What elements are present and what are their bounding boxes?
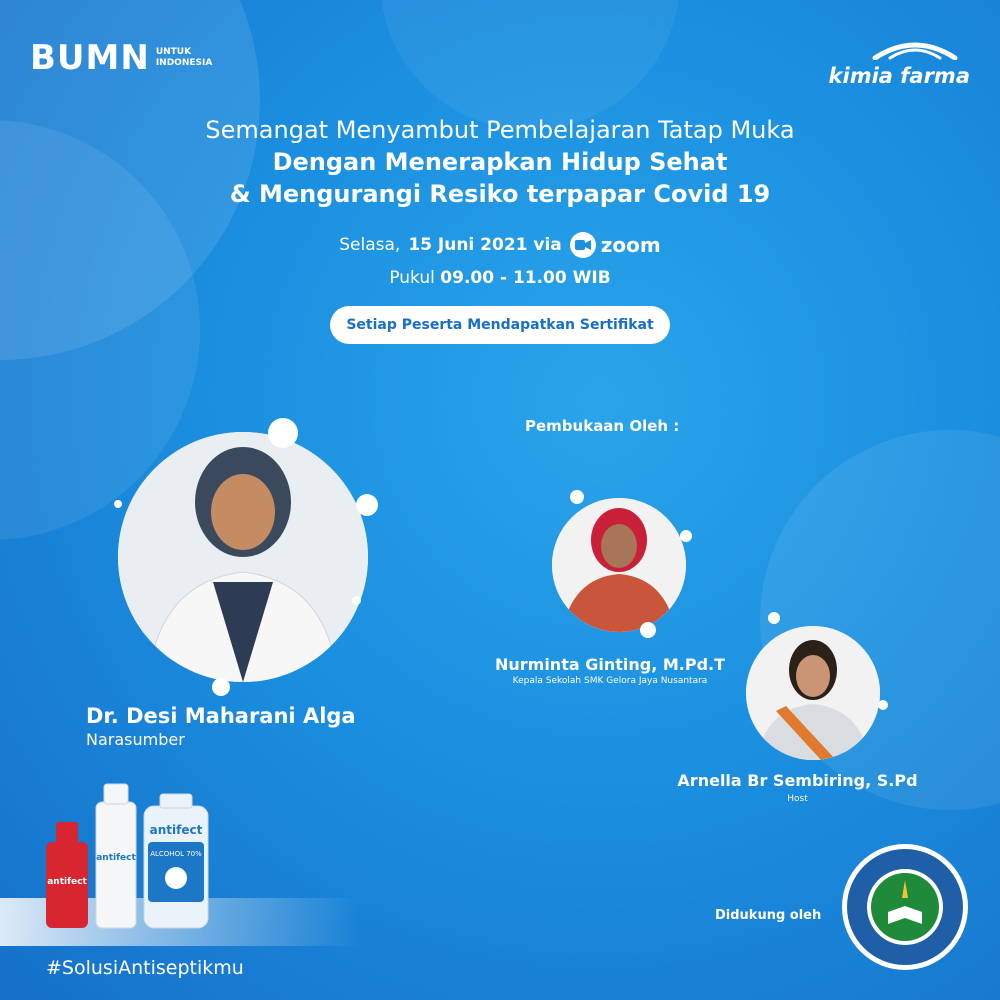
decorative-dot	[212, 678, 230, 696]
antiseptic-products-icon	[44, 782, 224, 932]
time-prefix: Pukul	[389, 268, 435, 288]
zoom-badge	[570, 232, 661, 258]
decorative-dot	[352, 596, 361, 605]
opening-label: Pembukaan Oleh :	[525, 417, 680, 435]
decorative-dot	[114, 500, 122, 508]
svg-text:antifect: antifect	[47, 877, 87, 887]
event-date: 15 Juni 2021 via	[408, 235, 562, 255]
headline-line-1: Semangat Menyambut Pembelajaran Tatap Muka	[205, 116, 795, 144]
opening-speaker-photo	[552, 498, 686, 632]
decorative-dot	[268, 418, 298, 448]
certificate-badge: Setiap Peserta Mendapatkan Sertifikat	[330, 306, 670, 344]
bumn-logo	[30, 38, 212, 78]
event-day: Selasa,	[339, 235, 401, 255]
main-speaker-photo	[118, 432, 368, 682]
event-time: 09.00 - 11.00 WIB	[440, 268, 611, 288]
headline	[0, 116, 1000, 208]
decorative-dot	[878, 700, 888, 710]
bumn-logo-text: BUMN	[30, 38, 150, 78]
decorative-wave	[380, 0, 680, 130]
speaker-silhouette-icon	[118, 432, 368, 682]
host-role: Host	[787, 794, 808, 804]
opening-speaker-role: Kepala Sekolah SMK Gelora Jaya Nusantara	[512, 676, 708, 686]
decorative-dot	[768, 612, 780, 624]
zoom-label: zoom	[600, 233, 661, 257]
main-speaker-name: Dr. Desi Maharani Alga	[86, 704, 356, 728]
headline-line-3: & Mengurangi Resiko terpapar Covid 19	[229, 180, 771, 208]
bumn-logo-subtext: UNTUK INDONESIA	[155, 47, 213, 68]
supported-by-label: Didukung oleh	[715, 908, 822, 923]
main-speaker-role: Narasumber	[86, 730, 185, 749]
hashtag: #SolusiAntiseptikmu	[46, 957, 244, 979]
decorative-dot	[570, 490, 584, 504]
school-seal-icon	[840, 842, 970, 972]
decorative-dot	[356, 494, 378, 516]
host-photo	[746, 626, 880, 760]
decorative-dot	[680, 530, 692, 542]
decorative-dot	[640, 622, 656, 638]
video-camera-icon	[570, 232, 596, 258]
speaker-silhouette-icon	[552, 498, 686, 632]
kimia-farma-text: kimia farma	[828, 64, 970, 88]
kimia-farma-arc-icon	[870, 38, 960, 60]
opening-speaker-name: Nurminta Ginting, M.Pd.T	[494, 655, 726, 674]
kimia-farma-logo	[829, 38, 970, 88]
svg-text:antifect: antifect	[96, 853, 136, 863]
event-date-line	[0, 232, 1000, 258]
speaker-silhouette-icon	[746, 626, 880, 760]
svg-text:antifect: antifect	[149, 823, 203, 837]
headline-line-2: Dengan Menerapkan Hidup Sehat	[272, 148, 728, 176]
event-time-line	[0, 268, 1000, 288]
host-name: Arnella Br Sembiring, S.Pd	[677, 771, 918, 790]
svg-text:ALCOHOL 70%: ALCOHOL 70%	[150, 850, 202, 858]
